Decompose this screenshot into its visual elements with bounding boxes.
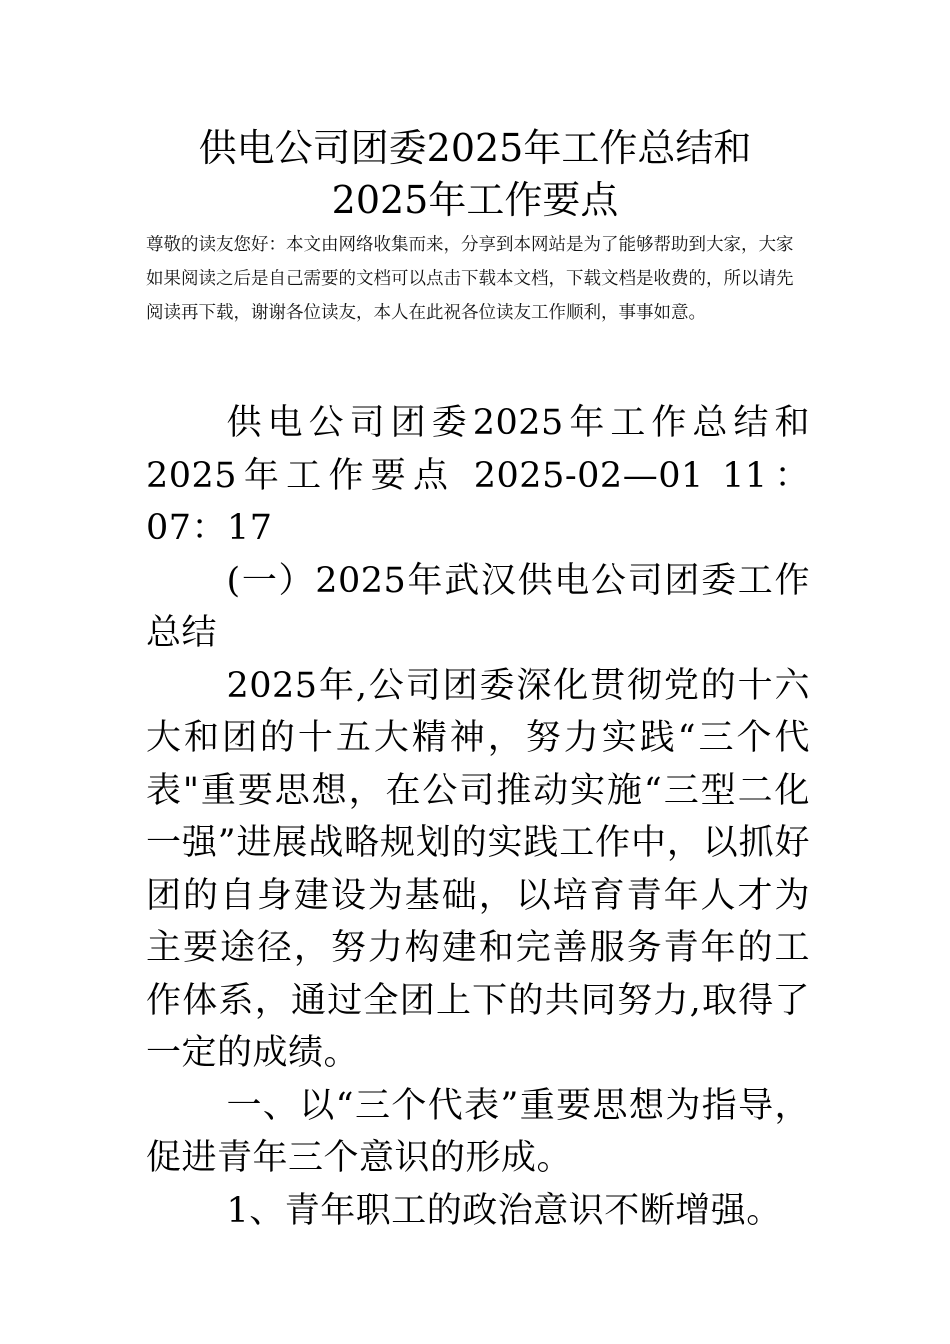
reader-notice: 尊敬的读友您好：本文由网络收集而来，分享到本网站是为了能够帮助到大家，大家如果阅读之后是自己需要的文档可以点击下载本文档，下载文档是收费的，所以请先阅读再下载，谢谢各位读友，本人在此祝各位读友工作顺利，事事如意。	[146, 235, 794, 323]
document-title-line-1: 供电公司团委2025年工作总结和	[198, 126, 752, 170]
body-paragraph-summary: 2025年,公司团委深化贯彻党的十六大和团的十五大精神，努力实践“三个代表"重要思想，在公司推动实施“三型二化一强”进展战略规划的实践工作中，以抓好团的自身建设为基础，以培育青年人才为主要途径，努力构建和完善服务青年的工作体系，通过全团上下的共同努力,取得了一定的成绩。	[146, 665, 810, 1073]
body-paragraph-heading: 供电公司团委2025年工作总结和2025年工作要点 2025-02—01 11：07：17	[146, 403, 810, 548]
body-paragraph-point-1: 一、以“三个代表”重要思想为指导，促进青年三个意识的形成。	[146, 1085, 810, 1178]
document-body	[146, 397, 810, 1237]
body-paragraph-subpoint-1: 1、青年职工的政治意识不断增强。	[226, 1190, 782, 1231]
body-paragraph-section-title: (一）2025年武汉供电公司团委工作总结	[146, 560, 810, 653]
document-title	[140, 122, 810, 226]
document-title-line-2: 2025年工作要点	[331, 178, 619, 222]
